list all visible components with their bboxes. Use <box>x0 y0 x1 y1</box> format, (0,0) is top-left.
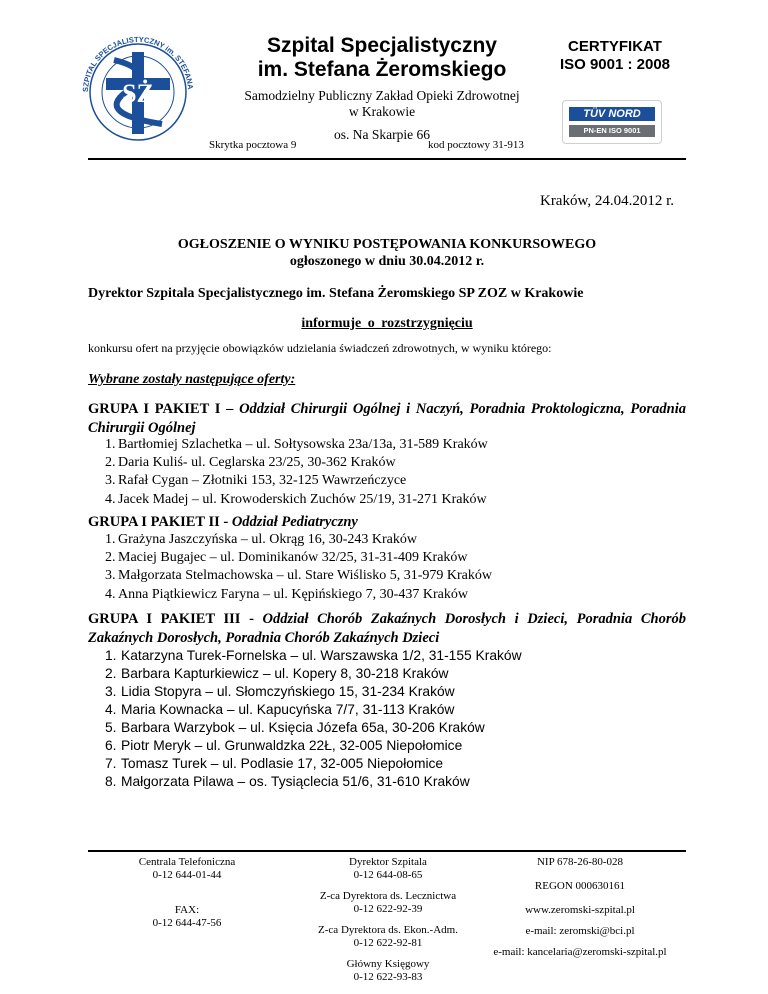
list-item: 4. Jacek Madej – ul. Krowoderskich Zuchów 25/19, 31-271 Kraków <box>105 491 487 507</box>
list-item: 8. Małgorzata Pilawa – os. Tysiąclecia 51/6, 31-610 Kraków <box>105 774 470 789</box>
group-3-title <box>88 610 686 648</box>
hospital-name-line2: im. Stefana Żeromskiego <box>257 58 507 81</box>
logo-ring-text: SZPITAL SPECJALISTYCZNY im. STEFANA <box>80 34 195 93</box>
hospital-logo <box>66 30 208 146</box>
group-1-label: GRUPA I PAKIET I – <box>88 401 240 417</box>
accountant-label: Główny Księgowy <box>346 958 430 970</box>
group-2-offers <box>88 531 686 604</box>
email-link-primary[interactable]: e-mail: zeromski@bci.pl <box>525 925 635 937</box>
tuv-standard: PN-EN ISO 9001 <box>569 125 655 137</box>
announcement-title: OGŁOSZENIE O WYNIKU POSTĘPOWANIA KONKURSOWEGO <box>177 237 597 252</box>
list-item: 3. Rafał Cygan – Złotniki 153, 32-125 Wawrzeńczyce <box>105 473 407 489</box>
announcement-subtitle: ogłoszonego w dniu 30.04.2012 r. <box>289 254 485 269</box>
po-box: Skrytka pocztowa 9 <box>209 139 297 151</box>
list-item: 1. Bartłomiej Szlachetka – ul. Sołtysowska 23a/13a, 31-589 Kraków <box>105 437 488 452</box>
group-3-offers <box>88 647 686 791</box>
list-item: 2. Barbara Kapturkiewicz – ul. Kopery 8, 30-218 Kraków <box>105 666 449 681</box>
email-link-office[interactable]: e-mail: kancelaria@zeromski-szpital.pl <box>493 946 667 958</box>
document-date: Kraków, 24.04.2012 r. <box>539 193 674 209</box>
informs-line: informuje o rozstrzygnięciu <box>301 316 473 331</box>
footer-divider <box>88 850 686 852</box>
list-item: 6. Piotr Meryk – ul. Grunwaldzka 22Ł, 32-005 Niepołomice <box>105 738 463 753</box>
list-item: 5. Barbara Warzybok – ul. Księcia Józefa 65a, 30-206 Kraków <box>105 720 485 735</box>
accountant-phone: 0-12 622-93-83 <box>353 971 423 983</box>
director-label: Dyrektor Szpitala <box>349 856 427 868</box>
tuv-brand: TÜV NORD <box>569 107 655 121</box>
footer-col-switchboard <box>102 856 272 930</box>
director-phone: 0-12 644-08-65 <box>353 869 423 881</box>
footer-col-management <box>300 856 476 984</box>
list-item: 3. Lidia Stopyra – ul. Słomczyńskiego 15, 31-234 Kraków <box>105 684 455 699</box>
switchboard-label: Centrala Telefoniczna <box>138 856 236 868</box>
group-2-unit: Oddział Pediatryczny <box>231 514 358 530</box>
hospital-subtitle-line1: Samodzielny Publiczny Zakład Opieki Zdrowotnej <box>244 88 520 103</box>
group-1-unit: Oddział Chirurgii Ogólnej i Naczyń, Poradnia Proktologiczna, Poradnia Chirurgii Ogólnej <box>88 401 686 436</box>
deputy-med-phone: 0-12 622-92-39 <box>353 903 423 915</box>
group-2-label: GRUPA I PAKIET II - <box>88 514 232 530</box>
list-item: 2. Maciej Bugajec – ul. Dominikanów 32/25, 31-31-409 Kraków <box>105 550 468 566</box>
list-item: 1. Grażyna Jaszczyńska – ul. Okrąg 16, 30-243 Kraków <box>105 532 417 547</box>
group-2-title <box>88 513 686 532</box>
list-item: 3. Małgorzata Stelmachowska – ul. Stare Wiślisko 5, 31-979 Kraków <box>105 568 492 584</box>
fax-label: FAX: <box>174 904 200 916</box>
regon-number: REGON 000630161 <box>534 880 626 892</box>
selected-offers-heading: Wybrane zostały następujące oferty: <box>88 372 296 387</box>
certificate-title: CERTYFIKAT <box>568 38 662 55</box>
group-1-title <box>88 400 686 438</box>
nip-number: NIP 678-26-80-028 <box>536 856 624 868</box>
footer-col-registry <box>480 856 680 959</box>
website-link[interactable]: www.zeromski-szpital.pl <box>525 904 635 916</box>
switchboard-phone: 0-12 644-01-44 <box>152 869 222 881</box>
director-line: Dyrektor Szpitala Specjalistycznego im. Stefana Żeromskiego SP ZOZ w Krakowie <box>88 286 584 301</box>
tuv-nord-badge <box>562 100 662 144</box>
hospital-name-line1: Szpital Specjalistyczny <box>267 34 497 57</box>
list-item: 1. Katarzyna Turek-Fornelska – ul. Warszawska 1/2, 31-155 Kraków <box>105 648 522 663</box>
hospital-subtitle-line2: w Krakowie <box>348 104 416 119</box>
list-item: 4. Maria Kownacka – ul. Kapucyńska 7/7, 31-113 Kraków <box>105 702 455 717</box>
group-1-offers <box>88 436 686 509</box>
deputy-econ-phone: 0-12 622-92-81 <box>353 937 423 949</box>
logo-initials: SŻ <box>122 79 154 108</box>
list-item: 7. Tomasz Turek – ul. Podlasie 17, 32-005 Niepołomice <box>105 756 444 771</box>
hospital-address: os. Na Skarpie 66 <box>334 127 430 142</box>
certificate-standard: ISO 9001 : 2008 <box>559 56 671 73</box>
deputy-med-label: Z-ca Dyrektora ds. Lecznictwa <box>319 890 457 902</box>
list-item: 4. Anna Piątkiewicz Faryna – ul. Kępińskiego 7, 30-437 Kraków <box>105 586 468 602</box>
group-3-label: GRUPA I PAKIET III - <box>88 611 263 627</box>
list-item: 2. Daria Kuliś- ul. Ceglarska 23/25, 30-362 Kraków <box>105 455 396 471</box>
deputy-econ-label: Z-ca Dyrektora ds. Ekon.-Adm. <box>318 924 458 936</box>
certificate-label <box>540 38 690 74</box>
fax-phone: 0-12 644-47-56 <box>152 917 222 929</box>
intro-line: konkursu ofert na przyjęcie obowiązków udzielania świadczeń zdrowotnych, w wyniku którego: <box>88 341 552 355</box>
postal-code: kod pocztowy 31-913 <box>428 139 524 151</box>
group-3-unit: Oddział Chorób Zakaźnych Dorosłych i Dzieci, Poradnia Chorób Zakaźnych Dorosłych, Poradnia Chorób Zakaźnych Dzieci <box>88 611 686 646</box>
header-divider <box>88 158 686 160</box>
